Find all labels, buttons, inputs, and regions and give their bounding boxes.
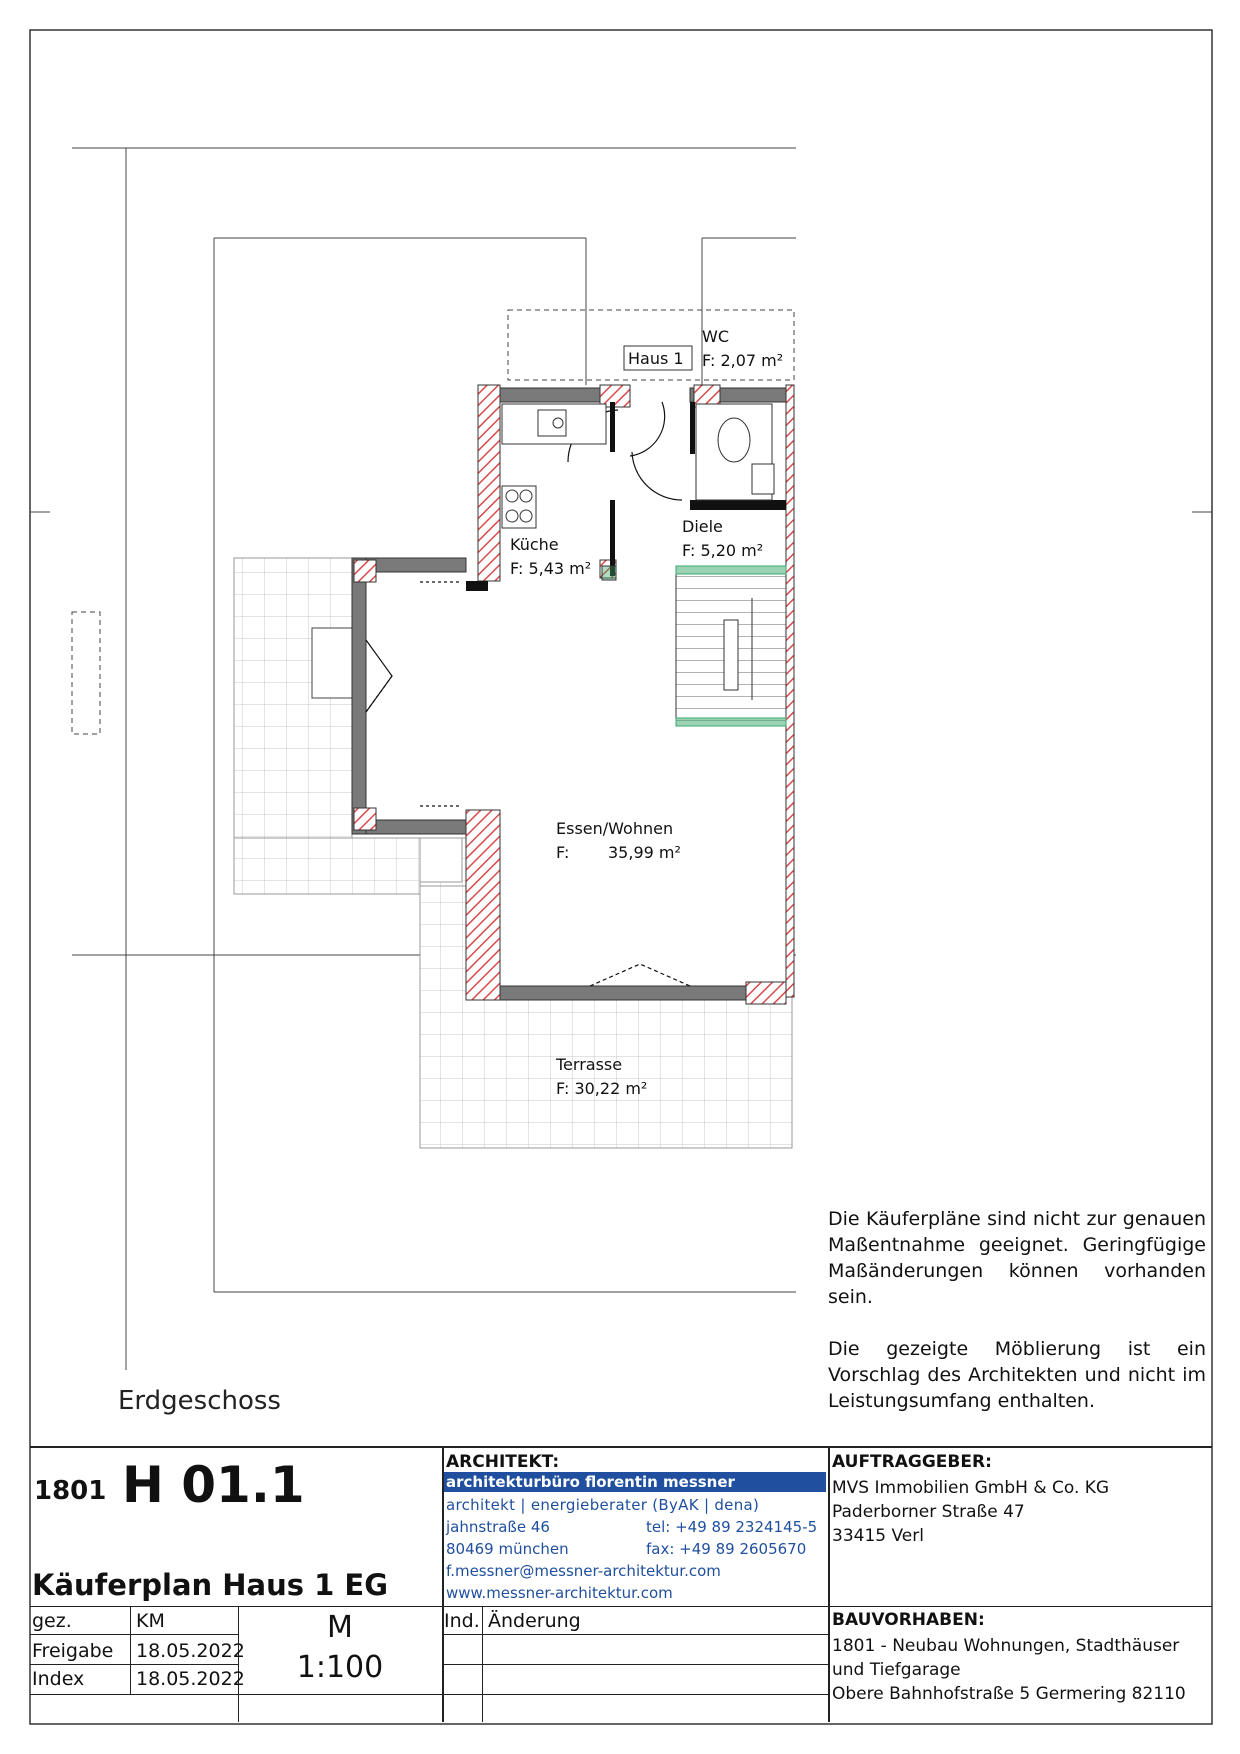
tb-line-right-top bbox=[442, 1606, 1212, 1607]
scale-label: M bbox=[327, 1610, 353, 1645]
architekt-email[interactable]: f.messner@messner-architektur.com bbox=[446, 1562, 721, 1580]
project-number: 1801 bbox=[34, 1476, 107, 1506]
kueche-name: Küche bbox=[510, 535, 559, 554]
auftraggeber-line3: 33415 Verl bbox=[832, 1526, 924, 1546]
tb-line-gez-top bbox=[30, 1606, 442, 1607]
scale-value: 1:100 bbox=[296, 1650, 384, 1685]
auftraggeber-line2: Paderborner Straße 47 bbox=[832, 1502, 1025, 1522]
tb-col-1 bbox=[130, 1606, 131, 1694]
floor-label: Erdgeschoss bbox=[118, 1386, 281, 1416]
tb-top-line bbox=[30, 1446, 1212, 1448]
auftraggeber-heading: AUFTRAGGEBER: bbox=[832, 1452, 992, 1472]
wohnen-name: Essen/Wohnen bbox=[556, 819, 674, 838]
gez-label: gez. bbox=[32, 1610, 72, 1632]
gez-value: KM bbox=[136, 1610, 165, 1632]
architekt-street: jahnstraße 46 bbox=[446, 1518, 550, 1536]
tb-row-3 bbox=[30, 1694, 442, 1695]
aenderung-label: Änderung bbox=[488, 1610, 581, 1632]
index-label: Index bbox=[32, 1668, 85, 1690]
terrasse-name: Terrasse bbox=[556, 1055, 623, 1074]
wohnen-area-prefix: F: bbox=[556, 843, 570, 862]
disclaimer-note-1: Die Käuferpläne sind nicht zur genauen Maßentnahme geeignet. Geringfügige Maßänderungen können vorhanden sein. bbox=[828, 1208, 1206, 1308]
architekt-heading: ARCHITEKT: bbox=[446, 1452, 560, 1472]
diele-name: Diele bbox=[682, 517, 723, 536]
wohnen-area-value: 35,99 m² bbox=[608, 843, 681, 862]
tb-row-1 bbox=[30, 1634, 238, 1635]
haus-label: Haus 1 bbox=[628, 349, 684, 368]
architekt-city: 80469 münchen bbox=[446, 1540, 569, 1558]
tb-row-2 bbox=[30, 1664, 238, 1665]
tb-row-a bbox=[442, 1634, 828, 1635]
ind-label: Ind. bbox=[444, 1610, 480, 1632]
freigabe-label: Freigabe bbox=[32, 1640, 114, 1662]
terrasse-area: F: 30,22 m² bbox=[556, 1079, 648, 1098]
architekt-web[interactable]: www.messner-architektur.com bbox=[446, 1584, 673, 1602]
auftraggeber-line1: MVS Immobilien GmbH & Co. KG bbox=[832, 1478, 1110, 1498]
architekt-fax: fax: +49 89 2605670 bbox=[646, 1540, 807, 1558]
tb-row-c bbox=[442, 1694, 828, 1695]
wc-name: WC bbox=[702, 327, 729, 346]
tb-divider-2 bbox=[828, 1446, 830, 1722]
plan-title: Käuferplan Haus 1 EG bbox=[32, 1568, 389, 1602]
bauvorhaben-heading: BAUVORHABEN: bbox=[832, 1610, 985, 1630]
tb-row-b bbox=[442, 1664, 828, 1665]
title-block bbox=[30, 1446, 1212, 1722]
staircase bbox=[676, 566, 786, 726]
kueche-area: F: 5,43 m² bbox=[510, 559, 592, 578]
bauvorhaben-line1: 1801 - Neubau Wohnungen, Stadthäuser bbox=[832, 1636, 1180, 1656]
disclaimer-note-2: Die gezeigte Möblierung ist ein Vorschlag des Architekten und nicht im Leistungsumfang enthalten. bbox=[828, 1338, 1206, 1412]
index-value: 18.05.2022 bbox=[136, 1668, 245, 1690]
architekt-tel: tel: +49 89 2324145-5 bbox=[646, 1518, 818, 1536]
plan-number: H 01.1 bbox=[122, 1456, 305, 1514]
bauvorhaben-line3: Obere Bahnhofstraße 5 Germering 82110 bbox=[832, 1684, 1186, 1704]
tb-col-2 bbox=[238, 1606, 239, 1722]
wc-area: F: 2,07 m² bbox=[702, 351, 784, 370]
tb-col-ind bbox=[482, 1606, 483, 1722]
freigabe-value: 18.05.2022 bbox=[136, 1640, 245, 1662]
architekt-line1: architekt | energieberater (ByAK | dena) bbox=[446, 1496, 760, 1514]
bauvorhaben-line2: und Tiefgarage bbox=[832, 1660, 961, 1680]
wc-fixtures bbox=[696, 404, 774, 500]
diele-area: F: 5,20 m² bbox=[682, 541, 764, 560]
architekt-firm: architekturbüro florentin messner bbox=[444, 1472, 826, 1492]
